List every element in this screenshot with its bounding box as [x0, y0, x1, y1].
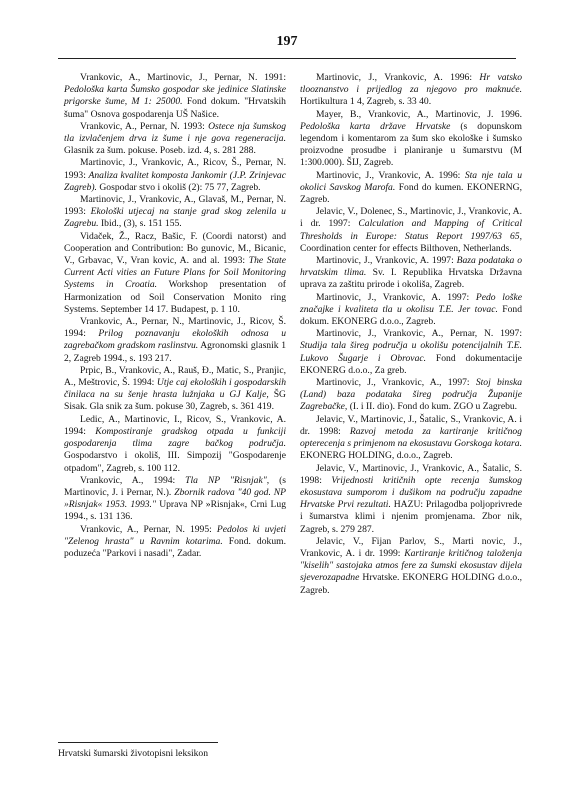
entry-text: Workshop presentation of Harmonization od Soil Conservation Monito ring Systems. September 14 17. Budapest, p. 1 10.: [64, 279, 286, 315]
entry-text: Fond. dokum. poduzeća "Parkovi i nasadi", Zadar.: [64, 535, 286, 559]
bibliography-entry: [300, 72, 522, 109]
entry-text: Hrvatske. EKONERG HOLDING d.o.o., Zagreb.: [300, 572, 522, 596]
entry-title: Prilog poznavanju ekoloških odnosa u zagrebačkom gradskom raslinstvu.: [64, 328, 286, 352]
footer-text: Hrvatski šumarski životopisni leksikon: [58, 748, 209, 759]
bibliography-entry: [300, 377, 522, 414]
bibliography-entry: [300, 536, 522, 597]
entry-text: Fond dokum. EKONERG d.o.o., Zagreb.: [300, 303, 522, 328]
entry-title: Kartiranje kritičnog taloženja "kiselih" sastojaka atmos fere za šumski ekosustav dijela sjeverozapadne: [300, 547, 523, 584]
left-column: [64, 72, 286, 560]
footer-rule: [58, 742, 218, 743]
entry-text: Vidaček, Ž., Racz, Bašic, F. (Coordi natorst) and Cooperation and Contribution: Bo gunovic, M., Bicanic, V., Grbavac, V., Vran kovic, A. and al. 1993:: [64, 230, 286, 267]
entry-text: Martinovic, J., Vrankovic, A. 1996:: [316, 169, 465, 181]
entry-title: Stoj binska (Land) baza podataka šireg područja Županije Zagrebačke,: [300, 377, 522, 413]
entry-text: Jelavic, V., Martinovic, J., Vrankovic, A., Šatalic, S. 1998:: [300, 462, 522, 486]
entry-title: Pedo loške značajke i kvaliteta tla u okolisu T.E. Jer tovac.: [300, 291, 523, 315]
bibliography-entry: [64, 365, 286, 414]
bibliography-entry: [64, 194, 286, 231]
entry-text: Hortikultura 1 4, Zagreb, s. 33 40.: [300, 96, 432, 108]
entry-text: Martinovic, J., Vrankovic, A. 1997:: [316, 291, 476, 303]
bibliography-entry: [64, 72, 286, 121]
entry-title: Tla NP "Risnjak",: [185, 474, 270, 486]
bibliography-entry: [300, 414, 522, 463]
entry-title: Ekološki utjecaj na stanje grad skog zelenila u Zagrebu.: [64, 206, 286, 230]
entry-text: Vrankovic, A., Pernar, N., Martinovic, J., Ricov, Š. 1994:: [64, 316, 286, 340]
entry-title: Vrijednosti kritičnih opte recenja šumskog ekosustava sumporom i dušikom na području zapadne Hrvatske Prvi rezultati.: [300, 474, 522, 511]
bibliography-entry: [300, 109, 522, 170]
entry-text: Gospodar stvo i okoliš (2): 75 77, Zagreb.: [96, 181, 261, 193]
entry-text: Mayer, B., Vrankovic, A., Martinovic, J. 1996.: [316, 108, 522, 120]
entry-text: Fond do kumen. EKONERNG, Zagreb.: [300, 181, 522, 206]
entry-title: Hr vatsko tlooznanstvo i prijedlog za njegovo pro maknuće.: [300, 72, 522, 96]
bibliography-entry: [64, 121, 286, 158]
bibliography-entry: [300, 170, 522, 207]
entry-text: (I. i II. dio). Fond do kum. ZGO u Zagrebu.: [347, 401, 518, 413]
entry-text: (s Martinovic, J. i Pernar, N.).: [64, 474, 286, 498]
entry-text: EKONERG HOLDING, d.o.o., Zagreb.: [300, 450, 453, 462]
right-column: [300, 72, 522, 597]
entry-title: Baza podataka o hrvatskim tlima.: [300, 255, 522, 279]
bibliography-entry: [64, 231, 286, 316]
entry-title: Utje caj ekoloških i gospodarskih činilaca na su šenje hrasta lužnjaka u GJ Kalje,: [64, 377, 286, 401]
entry-title: Analiza kvalitet komposta Jankomir (J.P. Zrinjevac Zagreb).: [64, 169, 286, 193]
entry-text: Martinovic, J., Vrankovic, A., Ricov, Š., Pernar, N. 1993:: [64, 157, 286, 181]
bibliography-entry: [64, 475, 286, 524]
entry-text: (s dopunskom legendom i komentarom za šum sko ekološke i šumsko proizvodne prosudbe i planiranje u šumarstvu (M 1:300.000). ŠIJ, Zagreb.: [300, 120, 522, 169]
entry-title: Studija tala šireg područja u okolišu potencijalnih T.E. Lukovo Šugarje i Obrovac.: [300, 340, 522, 364]
entry-title: Kompostiranje gradskog otpada u funkciji gospodarenja tlima zagre bačkog područja.: [64, 425, 286, 450]
entry-title: Calculation and Mapping of Critical Thresholds in Europe: Status Report 1997/63 65,: [300, 218, 522, 242]
entry-text: Jelavic, V., Dolenec, S., Martinovic, J., Vrankovic, A. i dr. 1997:: [300, 206, 522, 230]
entry-title: Razvoj metoda za kartiranje kritičnog opterecenja s primjenom na ekosustavu Gorskoga kotara.: [300, 425, 522, 450]
entry-title: Pedolos ki uvjeti "Zelenog hrasta" u Ravnim kotarima.: [64, 523, 286, 547]
entry-text: Vrankovic, A., Martinovic, J., Pernar, N. 1991:: [80, 72, 286, 83]
entry-text: Coordination center for effects Bilthoven, Netherlands.: [300, 242, 512, 254]
page-number: 197: [276, 34, 298, 49]
entry-text: Fond dokum. "Hrvatskih šuma" Osnova gospodarenja UŠ Našice.: [64, 96, 286, 120]
entry-title: Zbornik radova "40 god. NP »Risnjak« 1953. 1993.": [64, 486, 287, 511]
entry-title: Ostece nja šumskog tla izvlačenjem drva iz šume i nje gova regeneracija.: [64, 120, 287, 145]
bibliography-entry: [300, 255, 522, 292]
entry-title: Pedološka karta Šumsko gospodar ske jedinice Slatinske prigorske šume, M 1: 25000.: [64, 84, 286, 108]
entry-text: Jelavic, V., Fijan Parlov, S., Marti novic, J., Vrankovic, A. i dr. 1999:: [300, 535, 522, 559]
entry-text: Gospodarstvo i okoliš, III. Simpozij "Gospodarenje otpadom", Zagreb, s. 100 112.: [64, 450, 286, 474]
entry-text: Fond dokumentacije EKONERG d.o.o., Za greb.: [300, 352, 523, 376]
entry-title: Sta nje tala u okolici Savskog Marofa.: [300, 169, 522, 193]
entry-text: Vrankovic, A., 1994:: [80, 474, 186, 486]
entry-title: The State Current Acti vities an Future Plans for Soil Monitoring Systems in Croatia.: [64, 255, 286, 291]
entry-text: Agronomski glasnik 1 2, Zagreb 1994., s. 193 217.: [64, 340, 286, 364]
bibliography-entry: [64, 414, 286, 475]
entry-text: Glasnik za šum. pokuse. Poseb. izd. 4, s. 281 288.: [64, 145, 256, 157]
entry-text: Martinovic, J., Vrankovic, A. 1996:: [316, 72, 480, 83]
entry-text: Uprava NP »Risnjak«, Crni Lug 1994., s. 131 136.: [64, 499, 287, 523]
entry-text: Martinovic, J., Vrankovic, A. 1997:: [316, 255, 457, 267]
entry-text: Martinovic, J., Vrankovic, A., Glavaš, M., Pernar, N. 1993:: [64, 194, 286, 218]
bibliography-entry: [300, 206, 522, 255]
entry-text: Jelavic, V., Martinovic, J., Šatalic, S., Vrankovic, A. i dr. 1998:: [300, 413, 522, 437]
entry-text: Prpic, B., Vrankovic, A., Rauš, Đ., Matic, S., Pranjic, A., Meštrovic, Š. 1994:: [64, 364, 286, 389]
entry-text: Martinovic, J., Vrankovic, A., 1997:: [316, 377, 476, 389]
entry-text: HAZU: Prilagodba poljoprivrede i šumarstva klimi i njenim promjenama. Zbor nik, Zagreb, s. 279 287.: [300, 499, 522, 535]
entry-text: Martinovic, J., Vrankovic, A., Pernar, N. 1997:: [316, 328, 522, 340]
entry-title: Pedološka karta države Hrvatske: [300, 120, 451, 132]
entry-text: Vrankovic, A., Pernar, N. 1995:: [80, 523, 217, 535]
header-rule: [58, 58, 516, 59]
entry-text: Sv. I. Republika Hrvatska Državna uprava za zaštitu prirode i okoliša, Zagreb.: [300, 267, 522, 291]
bibliography-entry: [64, 157, 286, 194]
bibliography-entry: [300, 292, 522, 329]
entry-text: Ibid., (3), s. 151 155.: [98, 218, 182, 230]
entry-text: ŠG Sisak. Gla snik za šum. pokuse 30, Zagreb, s. 361 419.: [64, 389, 286, 413]
bibliography-entry: [64, 316, 286, 365]
entry-text: Ledic, A., Martinovic, I., Ricov, S., Vrankovic, A. 1994:: [64, 413, 286, 437]
bibliography-entry: [300, 328, 522, 377]
bibliography-entry: [64, 524, 286, 561]
bibliography-entry: [300, 463, 522, 536]
entry-text: Vrankovic, A., Pernar, N. 1993:: [80, 120, 209, 132]
